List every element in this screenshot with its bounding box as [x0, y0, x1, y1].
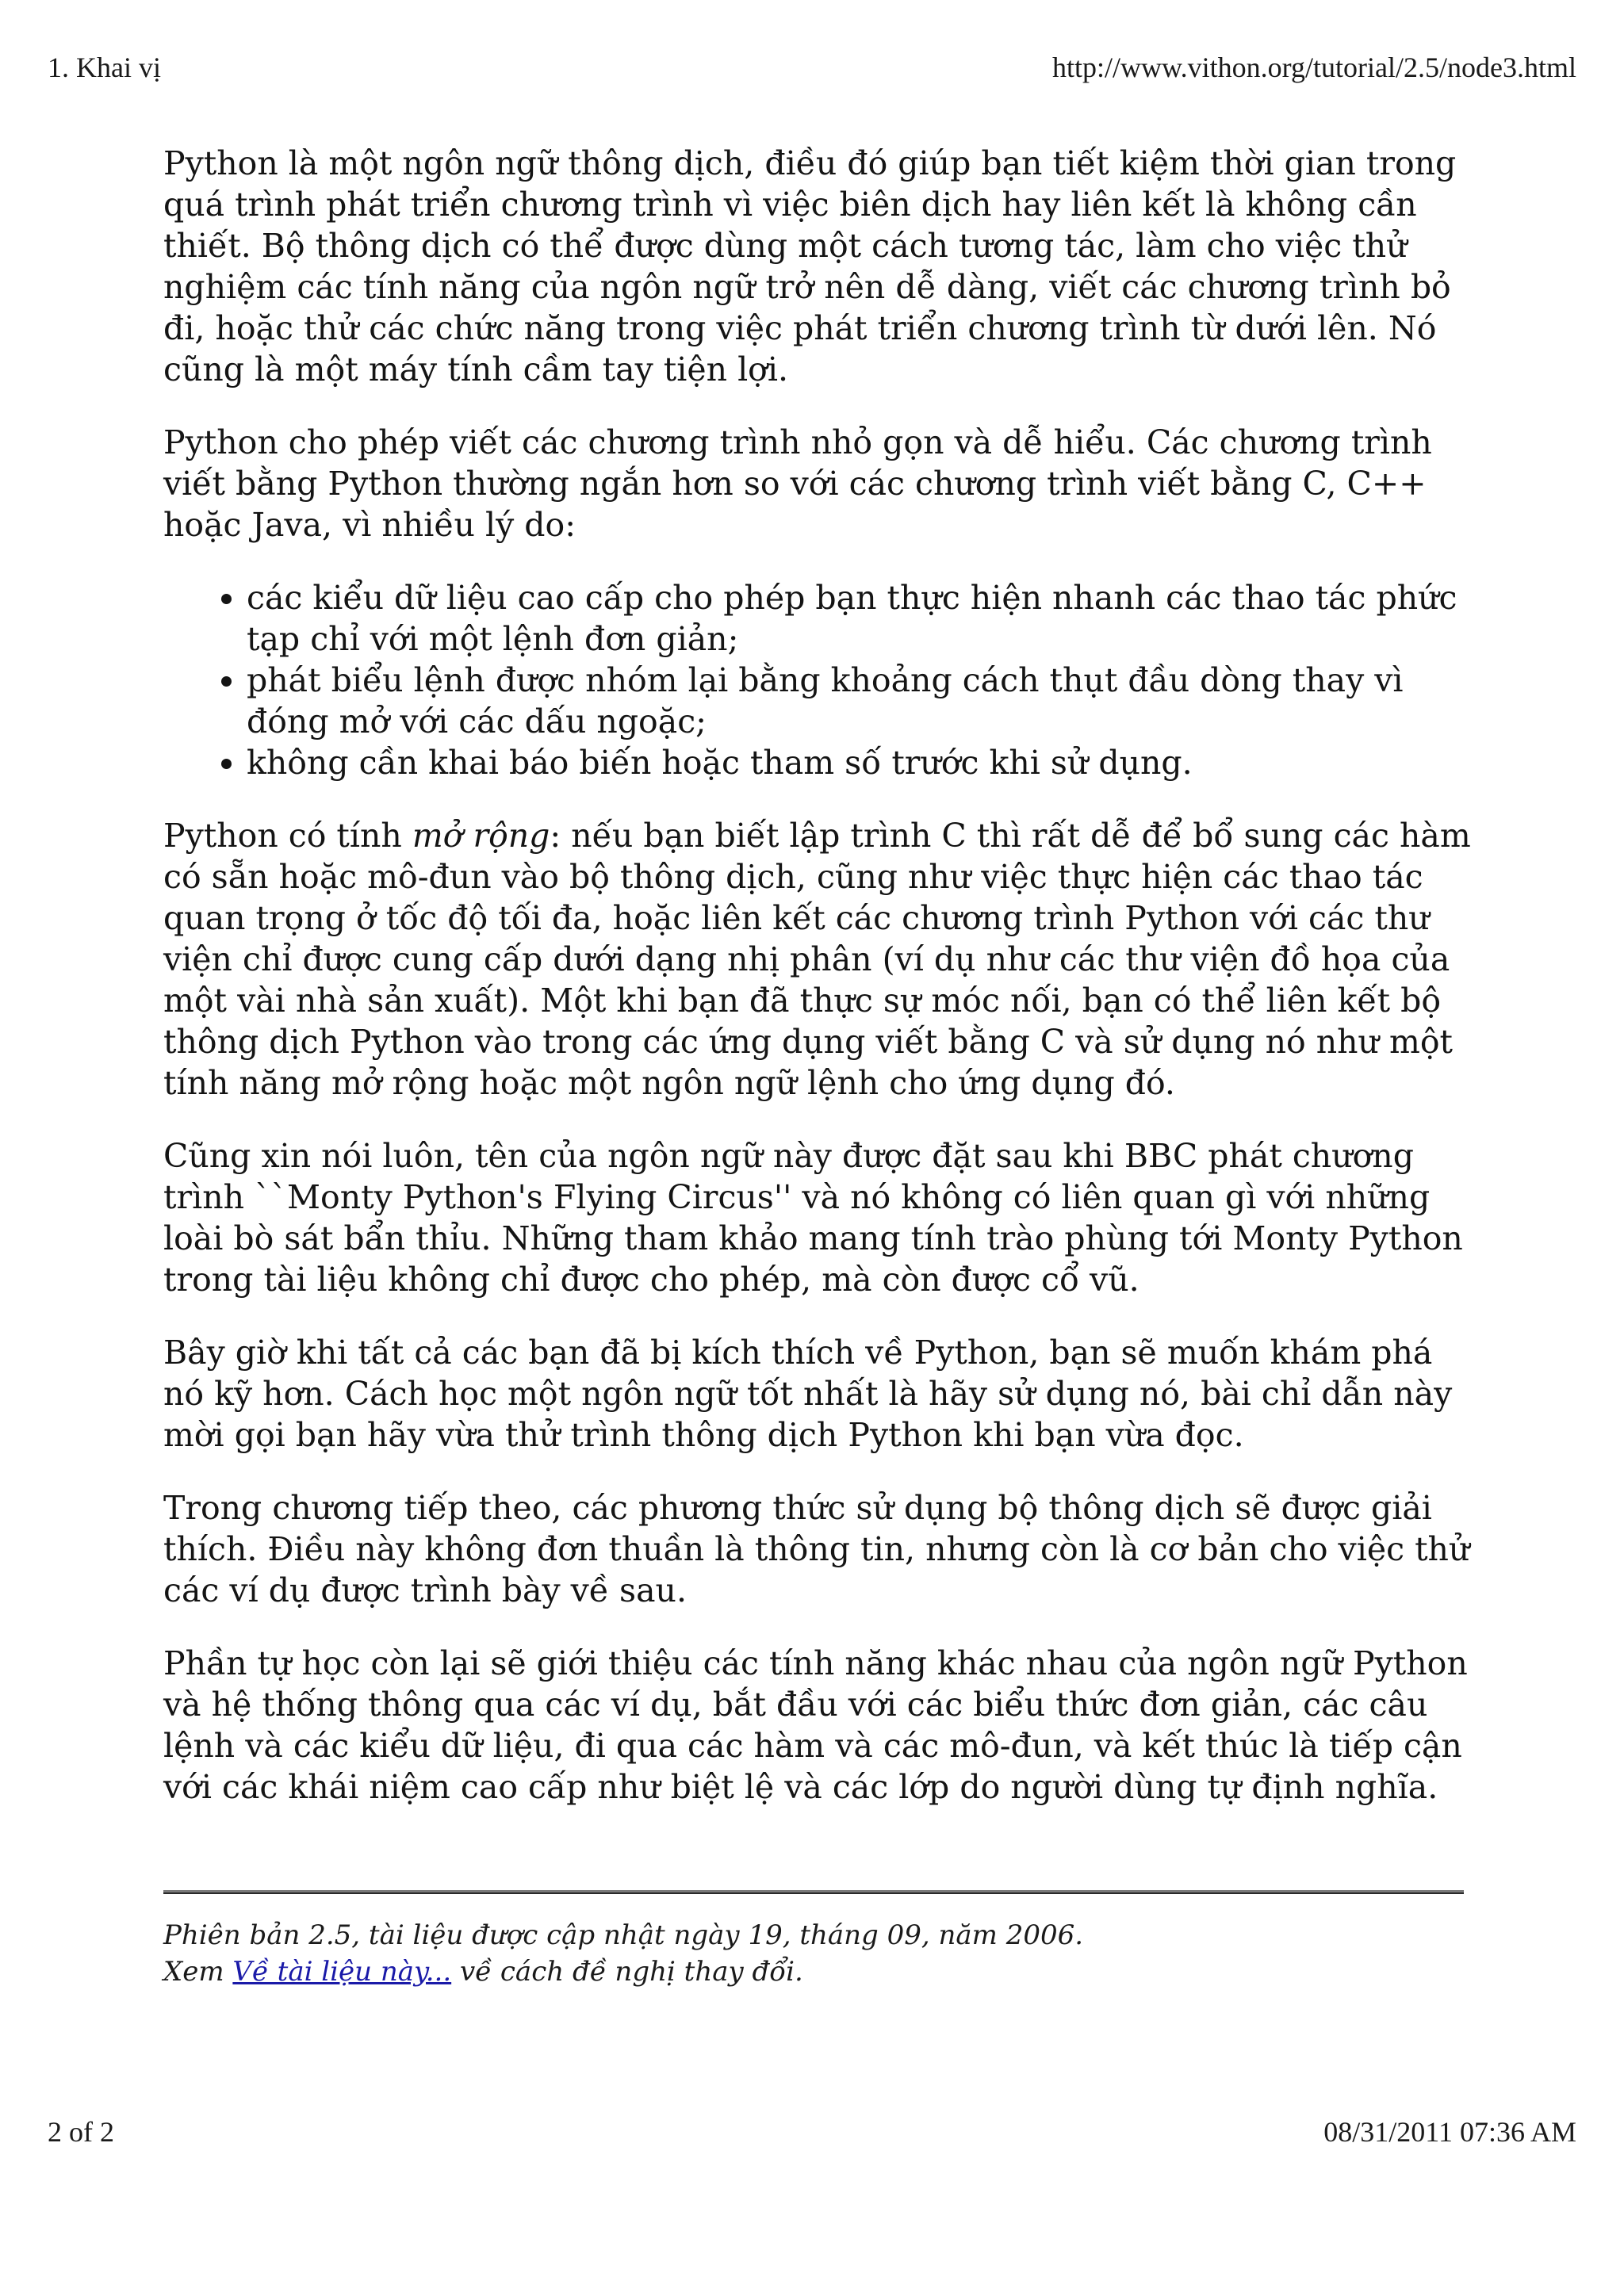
- page-number: 2 of 2: [48, 2116, 114, 2148]
- version-footnote: [163, 1917, 1083, 1990]
- paragraph-extensible: [163, 815, 1480, 1104]
- version-line: Phiên bản 2.5, tài liệu được cập nhật ngày 19, tháng 09, năm 2006.: [163, 1919, 1084, 1951]
- print-footer: [48, 2115, 1576, 2149]
- extensible-term: mở rộng: [412, 817, 550, 855]
- reasons-list: [163, 577, 1480, 783]
- suggestion-line: [163, 1954, 1083, 1990]
- main-content: [163, 143, 1480, 1839]
- paragraph-extensible-start: Python có tính: [163, 817, 412, 855]
- paragraph-intro: Python là một ngôn ngữ thông dịch, điều đó giúp bạn tiết kiệm thời gian trong quá trình phát triển chương trình vì việc biên dịch hay liên kết là không cần thiết. Bộ thông dịch có thể được dùng một cách tương tác, làm cho việc thử nghiệm các tính năng của ngôn ngữ trở nên dễ dàng, viết các chương trình bỏ đi, hoặc thử các chức năng trong việc phát triển chương trình từ dưới lên. Nó cũng là một máy tính cầm tay tiện lợi.: [163, 144, 1457, 388]
- paragraph-rest-of-tutorial: Phần tự học còn lại sẽ giới thiệu các tính năng khác nhau của ngôn ngữ Python và hệ thống thông qua các ví dụ, bắt đầu với các biểu thức đơn giản, các câu lệnh và các kiểu dữ liệu, đi qua các hàm và các mô-đun, và kết thúc là tiếp cận với các khái niệm cao cấp như biệt lệ và các lớp do người dùng tự định nghĩa.: [163, 1644, 1468, 1806]
- divider: [163, 1890, 1464, 1894]
- page-url: http://www.vithon.org/tutorial/2.5/node3.html: [1052, 52, 1576, 83]
- list-item: • không cần khai báo biến hoặc tham số trước khi sử dụng.: [247, 742, 1480, 783]
- suggestion-suffix: về cách đề nghị thay đổi.: [451, 1956, 803, 1988]
- paragraph-next-chapter: Trong chương tiếp theo, các phương thức sử dụng bộ thông dịch sẽ được giải thích. Điều này không đơn thuần là thông tin, nhưng còn là cơ bản cho việc thử các ví dụ được trình bày về sau.: [163, 1489, 1470, 1609]
- paragraph-explore: Bây giờ khi tất cả các bạn đã bị kích thích về Python, bạn sẽ muốn khám phá nó kỹ hơn. Cách học một ngôn ngữ tốt nhất là hãy sử dụng nó, bài chỉ dẫn này mời gọi bạn hãy vừa thử trình thông dịch Python khi bạn vừa đọc.: [163, 1334, 1453, 1454]
- paragraph-compact-programs: Python cho phép viết các chương trình nhỏ gọn và dễ hiểu. Các chương trình viết bằng Python thường ngắn hơn so với các chương trình viết bằng C, C++ hoặc Java, vì nhiều lý do:: [163, 423, 1432, 544]
- suggestion-prefix: Xem: [163, 1956, 233, 1988]
- list-item: • phát biểu lệnh được nhóm lại bằng khoảng cách thụt đầu dòng thay vì đóng mở với các dấu ngoặc;: [247, 660, 1480, 742]
- list-item: • các kiểu dữ liệu cao cấp cho phép bạn thực hiện nhanh các thao tác phức tạp chỉ với một lệnh đơn giản;: [247, 577, 1480, 660]
- page-title: 1. Khai vị: [48, 52, 161, 83]
- about-document-link[interactable]: Về tài liệu này...: [232, 1956, 452, 1988]
- print-timestamp: 08/31/2011 07:36 AM: [1323, 2116, 1576, 2148]
- paragraph-name-origin: Cũng xin nói luôn, tên của ngôn ngữ này được đặt sau khi BBC phát chương trình ``Monty Python's Flying Circus'' và nó không có liên quan gì với những loài bò sát bẩn thỉu. Những tham khảo mang tính trào phùng tới Monty Python trong tài liệu không chỉ được cho phép, mà còn được cổ vũ.: [163, 1137, 1463, 1299]
- paragraph-extensible-rest: : nếu bạn biết lập trình C thì rất dễ để bổ sung các hàm có sẵn hoặc mô-đun vào bộ thông dịch, cũng như việc thực hiện các thao tác quan trọng ở tốc độ tối đa, hoặc liên kết các chương trình Python với các thư viện chỉ được cung cấp dưới dạng nhị phân (ví dụ như các thư viện đồ họa của một vài nhà sản xuất). Một khi bạn đã thực sự móc nối, bạn có thể liên kết bộ thông dịch Python vào trong các ứng dụng viết bằng C và sử dụng nó như một tính năng mở rộng hoặc một ngôn ngữ lệnh cho ứng dụng đó.: [163, 817, 1471, 1102]
- print-header: [48, 51, 1576, 84]
